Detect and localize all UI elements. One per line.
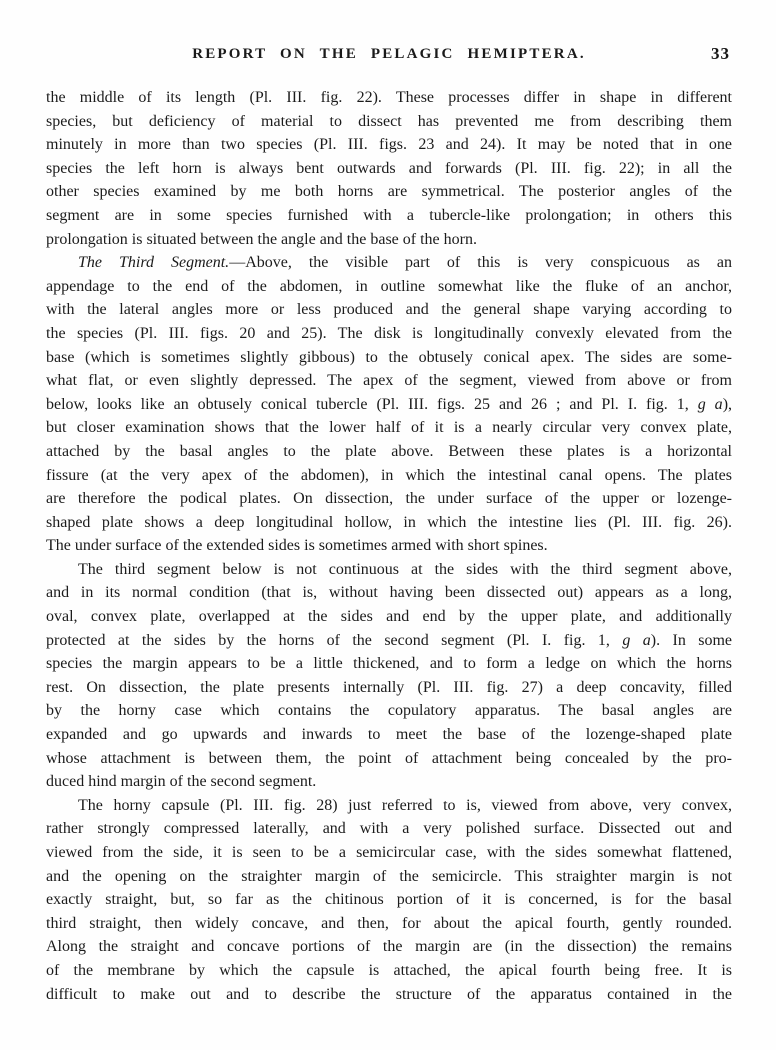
text-line: below, looks like an obtusely conical tubercle (Pl. III. figs. 25 and 26 ; and Pl. I. fig. 1, g a), — [46, 395, 732, 413]
text-line: species, but deficiency of material to dissect has prevented me from describing them — [46, 112, 732, 130]
text-line: and in its normal condition (that is, without having been dissected out) appears as a long, — [46, 584, 732, 602]
text-line: fissure (at the very apex of the abdomen), in which the intestinal canal opens. The plates — [46, 466, 732, 484]
text-line: Along the straight and concave portions of the margin are (in the dissection) the remains — [46, 938, 732, 956]
text-line: by the horny case which contains the copulatory apparatus. The basal angles are — [46, 702, 732, 720]
text-line: base (which is sometimes slightly gibbous) to the obtusely conical apex. The sides are some- — [46, 348, 732, 366]
page-number: 33 — [711, 44, 730, 63]
text-line: what flat, or even slightly depressed. The apex of the segment, viewed from above or from — [46, 372, 732, 390]
text-line: are therefore the podical plates. On dissection, the under surface of the upper or lozenge- — [46, 490, 732, 508]
text-line: The horny capsule (Pl. III. fig. 28) just referred to is, viewed from above, very convex, — [78, 796, 732, 814]
text-line: species the margin appears to be a little thickened, and to form a ledge on which the horns — [46, 655, 732, 673]
text-line: duced hind margin of the second segment. — [46, 773, 317, 791]
text-line: The under surface of the extended sides is sometimes armed with short spines. — [46, 537, 548, 555]
text-line: attached by the basal angles to the plate above. Between these plates is a horizontal — [46, 442, 732, 460]
text-line: the species (Pl. III. figs. 20 and 25). The disk is longitudinally convexly elevated from the — [46, 324, 732, 342]
text-line: with the lateral angles more or less produced and the general shape varying according to — [46, 301, 732, 319]
paragraph — [46, 794, 732, 1006]
text-line: minutely in more than two species (Pl. III. figs. 23 and 24). It may be noted that in one — [46, 136, 732, 154]
text-line: exactly straight, but, so far as the chitinous portion of it is concerned, is for the basal — [46, 891, 732, 909]
text-line: and the opening on the straighter margin of the semicircle. This straighter margin is not — [46, 867, 732, 885]
text-line: expanded and go upwards and inwards to meet the base of the lozenge-shaped plate — [46, 726, 732, 744]
text-line: The third segment below is not continuous at the sides with the third segment above, — [78, 560, 732, 578]
paragraph — [46, 558, 732, 794]
text-line: protected at the sides by the horns of the second segment (Pl. I. fig. 1, g a). In some — [46, 631, 732, 649]
text-line: the middle of its length (Pl. III. fig. 22). These processes differ in shape in different — [46, 89, 732, 106]
text-line: third straight, then widely concave, and then, for about the apical fourth, gently rounded. — [46, 914, 732, 932]
page-body — [46, 86, 732, 1006]
text-line: oval, convex plate, overlapped at the sides and end by the upper plate, and additionally — [46, 608, 732, 626]
text-line: difficult to make out and to describe the structure of the apparatus contained in the — [46, 985, 732, 1003]
text-line: appendage to the end of the abdomen, in outline somewhat like the fluke of an anchor, — [46, 277, 732, 295]
text-line: rest. On dissection, the plate presents internally (Pl. III. fig. 27) a deep concavity, filled — [46, 678, 732, 696]
paragraph — [46, 86, 732, 251]
text-line: whose attachment is between them, the point of attachment being concealed by the pro- — [46, 749, 732, 767]
running-header — [46, 46, 732, 68]
page-title: REPORT ON THE PELAGIC HEMIPTERA. — [192, 46, 586, 62]
text-line: species the left horn is always bent outwards and forwards (Pl. III. fig. 22); in all the — [46, 159, 732, 177]
text-line: segment are in some species furnished with a tubercle-like prolongation; in others this — [46, 206, 732, 224]
text-line: prolongation is situated between the angle and the base of the horn. — [46, 230, 477, 248]
text-line: shaped plate shows a deep longitudinal hollow, in which the intestine lies (Pl. III. fig. 26). — [46, 513, 732, 531]
text-line: rather strongly compressed laterally, and with a very polished surface. Dissected out and — [46, 820, 732, 838]
text-line: other species examined by me both horns are symmetrical. The posterior angles of the — [46, 183, 732, 201]
text-line: The Third Segment.—Above, the visible part of this is very conspicuous as an — [78, 254, 732, 272]
text-line: of the membrane by which the capsule is attached, the apical fourth being free. It is — [46, 961, 732, 979]
text-line: but closer examination shows that the lower half of it is a nearly circular very convex plate, — [46, 419, 732, 437]
paragraph — [46, 251, 732, 558]
text-line: viewed from the side, it is seen to be a semicircular case, with the sides somewhat flattened, — [46, 844, 732, 861]
